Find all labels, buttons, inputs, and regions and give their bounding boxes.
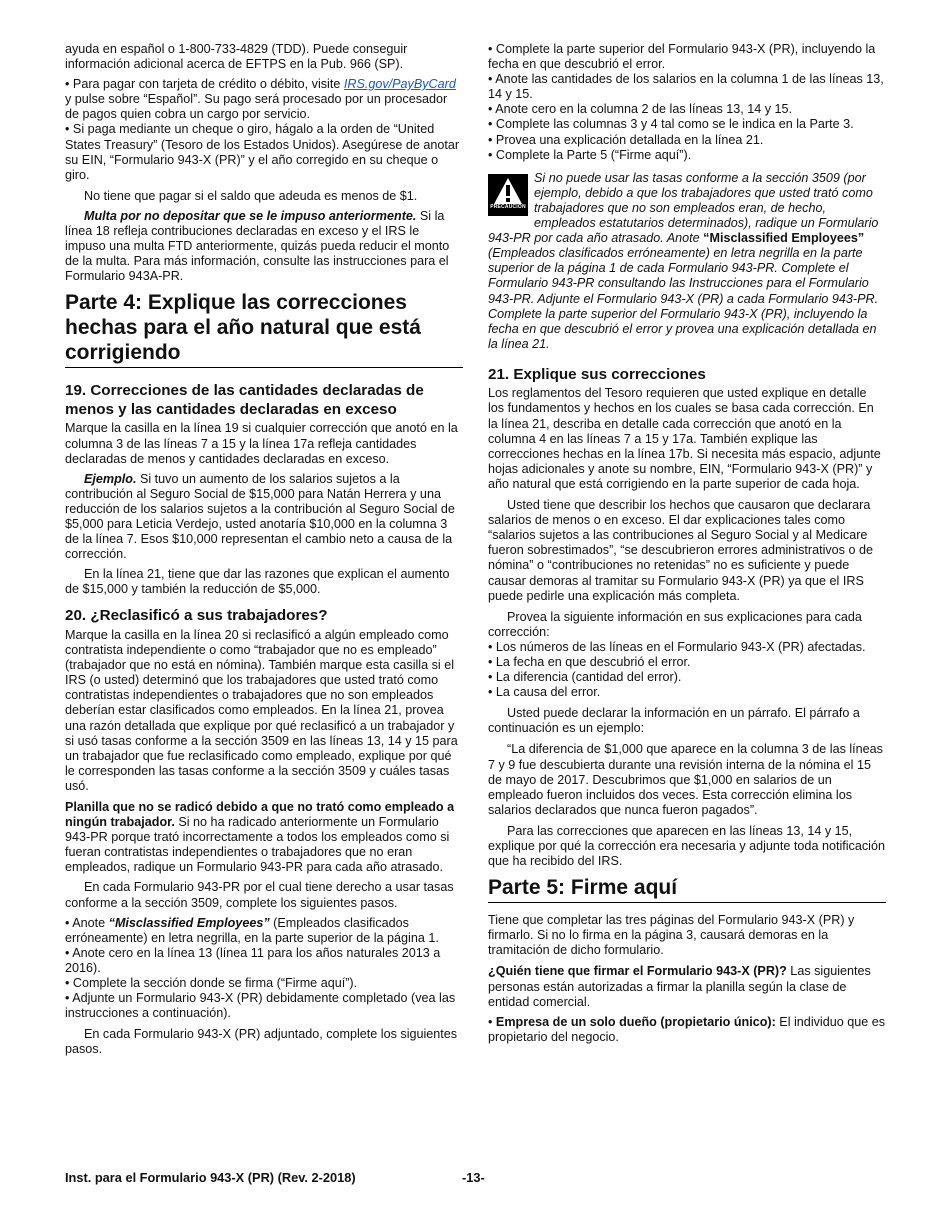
paragraph: “La diferencia de $1,000 que aparece en la columna 3 de las líneas 7 y 9 fue descubierta durante una revisión interna de la nómina el 15 de mayo de 2017. Descubrimos que $1,000 en salarios de un empleado fueron incluidos dos veces. Esta corrección elimina los salarios declarados que nunca fueron pagados”.	[488, 742, 883, 817]
paragraph: No tiene que pagar si el saldo que adeuda es menos de $1.	[84, 188, 418, 203]
list-item-text: y pulse sobre “Español”. Su pago será procesado por un procesador de pagos quien cobra un cargo por servicio.	[65, 92, 448, 122]
list-item: • La fecha en que descubrió el error.	[488, 655, 886, 670]
list-item: • Provea una explicación detallada en la línea 21.	[488, 133, 886, 148]
list-item	[65, 77, 463, 122]
example-label: Ejemplo.	[84, 471, 137, 486]
paragraph: Para las correcciones que aparecen en las líneas 13, 14 y 15, explique por qué la corrección era necesaria y adjunte toda notificación que ha recibido del IRS.	[488, 823, 885, 869]
paragraph	[65, 209, 463, 284]
paragraph	[65, 800, 463, 875]
sole-proprietor-text: El individuo que es propietario del negocio.	[488, 1014, 886, 1044]
part5-title: Parte 5: Firme aquí	[488, 875, 886, 903]
paragraph: ayuda en español o 1-800-733-4829 (TDD). Puede conseguir información adicional acerca de EFTPS en la Pub. 966 (SP).	[65, 42, 408, 72]
paragraph	[488, 964, 886, 1009]
footer-title: Inst. para el Formulario 943-X (PR) (Rev. 2-2018)	[65, 1170, 356, 1185]
paragraph: Marque la casilla en la línea 19 si cualquier corrección que anotó en la columna 3 de las líneas 7 a 15 y la línea 17a refleja cantidades declaradas de menos y cantidades declaradas en exceso.	[65, 421, 458, 466]
who-signs-heading: ¿Quién tiene que firmar el Formulario 943-X (PR)?	[488, 964, 787, 979]
list-item-text: (Empleados clasificados erróneamente) en letra negrilla, en la parte superior de la página 1.	[65, 915, 439, 945]
paragraph: Provea la siguiente información en sus explicaciones para cada corrección:	[488, 609, 862, 639]
paragraph: Usted puede declarar la información en un párrafo. El párrafo a continuación es un ejemplo:	[488, 706, 860, 736]
section21-title: 21. Explique sus correcciones	[488, 365, 706, 383]
penalty-text: Si la línea 18 refleja contribuciones declaradas en exceso y el IRS le impuso una multa FTD anteriormente, quizás pueda reducir el monto de la multa. Para más información, consulte las instrucciones para el Formulario 943A-PR.	[65, 208, 450, 284]
list-item: • Complete la Parte 5 (“Firme aquí”).	[488, 148, 886, 163]
list-item: • Complete la sección donde se firma (“Firme aquí”).	[65, 976, 463, 991]
caution-icon	[488, 174, 528, 216]
sole-proprietor-heading: Empresa de un solo dueño (propietario único):	[495, 1014, 776, 1029]
list-item: • Si paga mediante un cheque o giro, hágalo a la orden de “United States Treasury” (Tesoro de los Estados Unidos). Asegúrese de anotar su EIN, “Formulario 943-X (PR)” y el año corregido en su cheque o giro.	[65, 122, 463, 182]
left-column	[65, 42, 463, 1062]
caution-box	[488, 171, 886, 352]
paragraph: Usted tiene que describir los hechos que causaron que declarara salarios de menos o en exceso. El dar explicaciones tales como “salarios sujetos a las contribuciones al Seguro Social y al Medicare fueron sobrestimados”, “se descubrieron errores administrativos o de nómina” o “contribuciones no retenidas” no es suficiente y puede causar demoras al tramitar su Formulario 943-X (PR) ya que el IRS puede pedirle una explicación más completa.	[488, 498, 873, 603]
planilla-text: Si no ha radicado anteriormente un Formulario 943-PR porque trató incorrectamente a todos los empleados como si fueran contratistas independientes o trabajadores que no eran empleados, radique un Formulario 943-PR para cada año atrasado.	[65, 815, 450, 875]
list-item: • Complete la parte superior del Formulario 943-X (PR), incluyendo la fecha en que descubrió el error.	[488, 42, 886, 72]
list-item: • La causa del error.	[488, 685, 886, 700]
page-footer	[65, 1170, 887, 1185]
list-item: • Anote cero en la línea 13 (línea 11 para los años naturales 2013 a 2016).	[65, 946, 463, 976]
paragraph: Tiene que completar las tres páginas del Formulario 943-X (PR) y firmarlo. Si no lo firma en la página 3, causará demoras en la tramitación de dicho formulario.	[488, 913, 855, 958]
list-item: • Complete las columnas 3 y 4 tal como se le indica en la Parte 3.	[488, 117, 886, 132]
list-item-text: Para pagar con tarjeta de crédito o débito, visite	[72, 77, 344, 92]
list-item: • Los números de las líneas en el Formulario 943-X (PR) afectadas.	[488, 640, 886, 655]
section20-title: 20. ¿Reclasificó a sus trabajadores?	[65, 607, 328, 625]
list-item: • Anote cero en la columna 2 de las líneas 13, 14 y 15.	[488, 102, 886, 117]
paragraph: En cada Formulario 943-X (PR) adjuntado, complete los siguientes pasos.	[65, 1027, 458, 1057]
part4-title: Parte 4: Explique las correcciones hechas para el año natural que está corrigiendo	[65, 290, 463, 368]
paragraph: En cada Formulario 943-PR por el cual tiene derecho a usar tasas conforme a la sección 3509, complete los siguientes pasos.	[65, 880, 454, 910]
paragraph: En la línea 21, tiene que dar las razones que explican el aumento de $15,000 y también la reducción de $5,000.	[65, 567, 450, 597]
caution-bold: “Misclassified Employees”	[703, 231, 865, 246]
list-item: • Adjunte un Formulario 943-X (PR) debidamente completado (vea las instrucciones a continuación).	[65, 991, 463, 1021]
misclassified-label: “Misclassified Employees”	[108, 915, 270, 930]
irs-paybycard-link[interactable]: IRS.gov/PayByCard	[343, 77, 456, 92]
planilla-heading: Planilla que no se radicó debido a que no trató como empleado a ningún trabajador.	[65, 799, 455, 830]
list-item	[488, 1015, 886, 1045]
paragraph	[65, 472, 463, 563]
list-item	[65, 916, 463, 946]
example-text: Si tuvo un aumento de los salarios sujetos a la contribución al Seguro Social de $15,000 para Natán Herrera y una reducción de los salarios sujetos a la contribución al Seguro Social de $5,000 para Leticia Verdejo, usted anotaría $10,000 en la columna 3 de la línea 7. Esos $10,000 representan el cambio neto a causa de la corrección.	[65, 471, 455, 562]
page-number: -13-	[462, 1170, 485, 1185]
list-item: • Anote las cantidades de los salarios en la columna 1 de las líneas 13, 14 y 15.	[488, 72, 886, 102]
right-column	[488, 42, 886, 1045]
section19-title: 19. Correcciones de las cantidades declaradas de menos y las cantidades declaradas en exceso	[65, 382, 424, 418]
paragraph: Marque la casilla en la línea 20 si reclasificó a algún empleado como contratista independiente o como “trabajador que no es empleado” (trabajador que no está en nómina). También marque esta casilla si el IRS (o usted) determinó que los trabajadores que usted trató como contratistas independientes o trabajadores que no son empleados deberían estar clasificados como empleados. En la línea 21, provea una razón detallada que explique por qué reclasificó a un trabajador y si usó tasas conforme a la sección 3509 en las líneas 13, 14 y 15 para un trabajador que fue reclasificado como empleado, explique por qué le corresponden las tasas conforme a la sección 3509 y cuáles tasas usó.	[65, 627, 458, 793]
caution-text: (Empleados clasificados erróneamente) en letra negrilla en la parte superior de la página 1 de cada Formulario 943-PR. Complete el Formulario 943-PR consultando las Instrucciones para el Formulario 943-PR. Adjunte el Formulario 943-X (PR) a cada Formulario 943-PR. Complete la parte superior del Formulario 943-X (PR), incluyendo la fecha en que descubrió el error y provea una explicación detallada en la línea 21.	[488, 246, 879, 351]
list-item: • La diferencia (cantidad del error).	[488, 670, 886, 685]
who-signs-text: Las siguientes personas están autorizadas a firmar la planilla según la clase de entidad comercial.	[488, 964, 871, 1009]
caution-text: Si no puede usar las tasas conforme a la sección 3509 (por ejemplo, debido a que los trabajadores que usted trató como trabajadores que no son empleados eran, de hecho, empleados estatutarios determinados), radique un Formulario 943-PR por cada año atrasado. Anote	[488, 170, 879, 246]
penalty-heading: Multa por no depositar que se le impuso anteriormente.	[84, 208, 417, 223]
list-item-text: Anote	[72, 915, 109, 930]
paragraph: Los reglamentos del Tesoro requieren que usted explique en detalle los fundamentos y hechos en los cuales se basa cada corrección. En la línea 21, describa en detalle cada corrección que anotó en la columna 4 en las líneas 7 a 15 y 17a. También explique las correcciones hechas en la línea 17b. Si necesita más espacio, adjunte hojas adicionales y anote su nombre, EIN, “Formulario 943-X (PR)” y año natural que está corrigiendo en la parte superior de cada hoja.	[488, 386, 881, 491]
caution-label: PRECAUCIÓN	[490, 203, 526, 210]
